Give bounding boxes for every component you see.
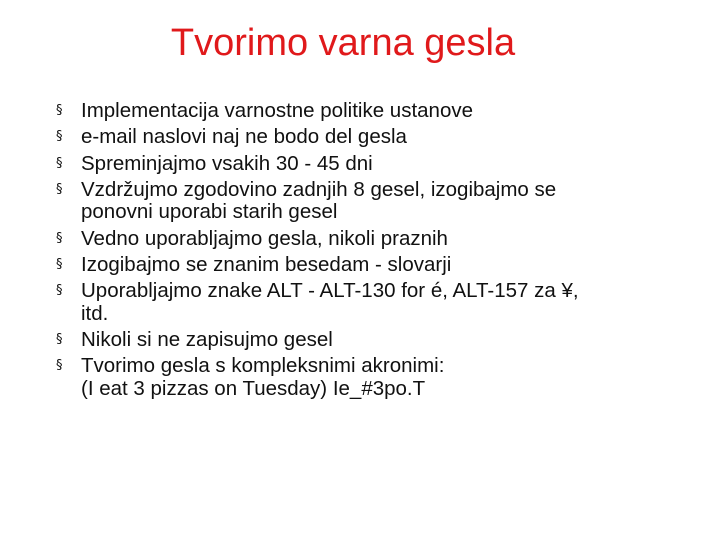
bullet-marker-icon: § [56,155,63,171]
list-item [56,254,696,277]
list-item [56,179,696,224]
bullet-marker-icon: § [56,332,63,348]
list-item [56,280,696,325]
bullet-marker-icon: § [56,103,63,118]
bullet-marker-icon: § [56,283,63,299]
slide-title: Tvorimo varna gesla [170,22,516,64]
bullet-text-continued: (I eat 3 pizzas on Tuesday) Ie_#3po.T [81,376,426,400]
bullet-marker-icon: § [56,256,63,272]
bullet-text: Tvorimo gesla s kompleksnimi akronimi: [81,354,445,378]
bullet-marker-icon: § [56,129,63,145]
bullet-text: e-mail naslovi naj ne bodo del gesla [81,125,407,149]
bullet-text-continued: ponovni uporabi starih gesel [81,200,338,224]
bullet-list [56,100,696,404]
list-item [56,126,696,149]
bullet-text-continued: itd. [81,301,109,325]
bullet-text: Nikoli si ne zapisujmo gesel [81,328,333,352]
list-item [56,100,696,123]
bullet-text: Vedno uporabljajmo gesla, nikoli praznih [81,226,448,250]
bullet-marker-icon: § [56,358,63,374]
list-item [56,153,696,176]
bullet-text: Spreminjajmo vsakih 30 - 45 dni [81,151,373,175]
list-item [56,355,696,400]
list-item [56,228,696,251]
bullet-text: Vzdržujmo zgodovino zadnjih 8 gesel, izogibajmo se [81,177,557,201]
bullet-text: Implementacija varnostne politike ustanove [81,99,473,122]
list-item [56,329,696,352]
bullet-marker-icon: § [56,181,63,197]
bullet-text: Izogibajmo se znanim besedam - slovarji [81,252,452,276]
bullet-marker-icon: § [56,230,63,246]
bullet-text: Uporabljajmo znake ALT - ALT-130 for é, ALT-157 za ¥, [81,279,579,303]
